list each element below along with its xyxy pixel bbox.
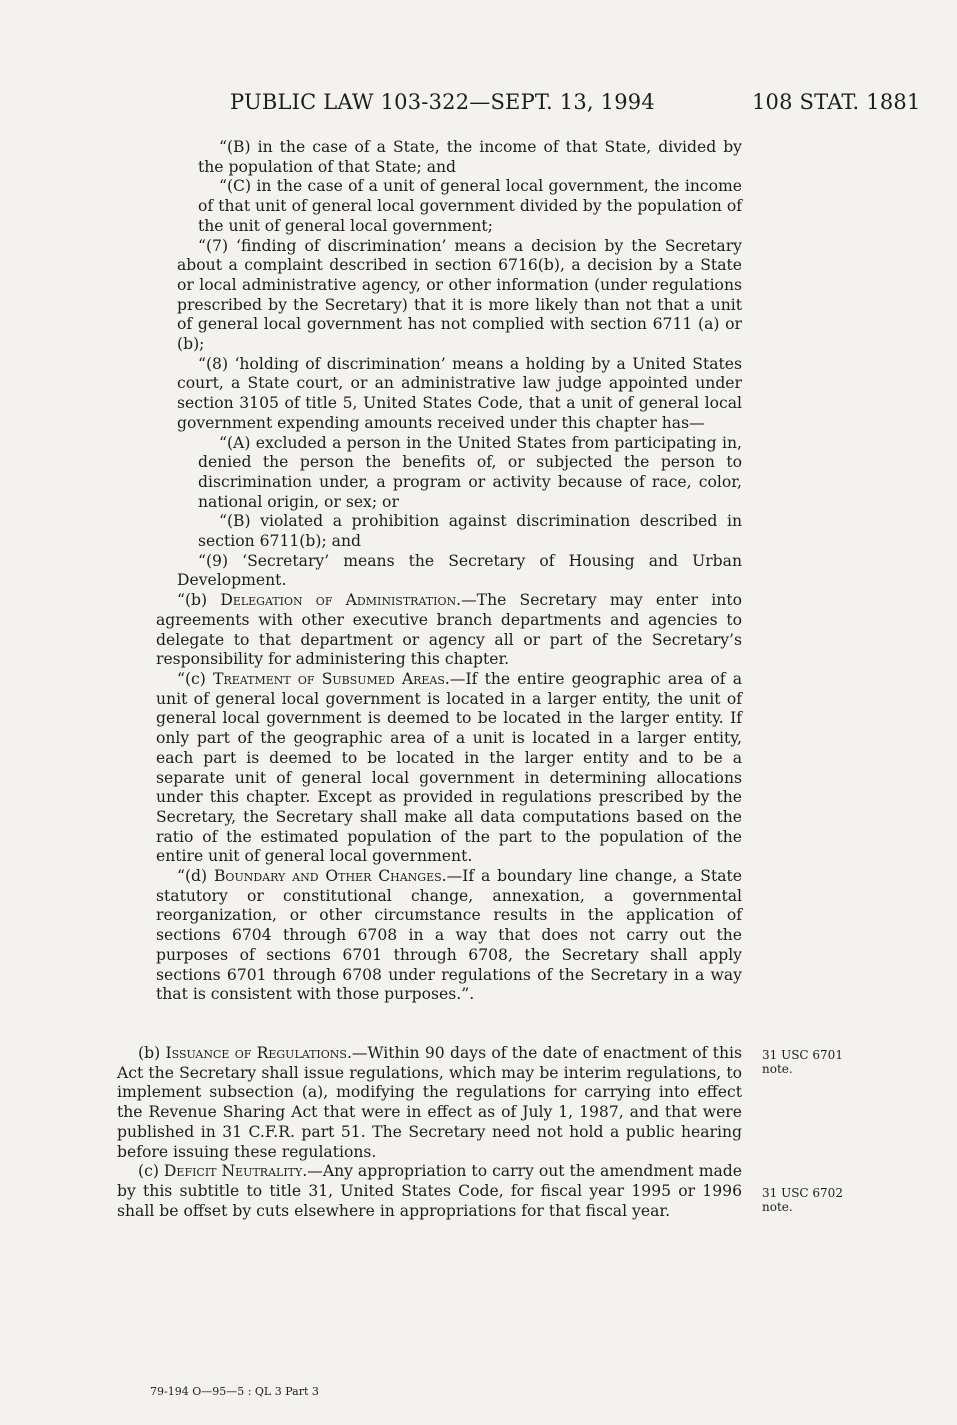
subsection-c-deficit bbox=[117, 1162, 742, 1221]
section-b-lead: “(b) bbox=[177, 591, 208, 610]
paragraph-8-holding: “(8) ‘holding of discrimination’ means a holding by a United States court, a State court, or an administrative law judge appointed under section 3105 of title 5, United States Code, that a unit of general local government expending amounts received under this chapter has— bbox=[177, 354, 742, 432]
subsection-b-lead: (b) bbox=[138, 1044, 161, 1062]
section-d-heading: Boundary and Other Changes bbox=[213, 867, 442, 886]
paragraph-b-income-state: “(B) in the case of a State, the income of that State, divided by the population of that State; and bbox=[198, 138, 742, 176]
section-c-text: .—If the entire geographic area of a unit of general local government is located in a larger entity, the unit of general local government is deemed to be located in the larger entity. If only part of the geographic area of a unit is located in a larger entity, each part is deemed to be located in the larger entity and to be a separate unit of general local government in determining allocations under this chapter. Except as provided in regulations prescribed by the Secretary, the Secretary shall make all data computations based on the ratio of the estimated population of the part to the population of the entire unit of general local government. bbox=[156, 669, 742, 866]
margin-note-label: note. bbox=[762, 1200, 793, 1214]
section-c-heading: Treatment of Subsumed Areas bbox=[213, 669, 445, 688]
section-d-text: .—If a boundary line change, a State statutory or constitutional change, annexation, a governmental reorganization, or other circumstance results in the application of sections 6704 through 6708 in a way that does not carry out the purposes of sections 6701 through 6708, the Secretary shall apply sections 6701 through 6708 under regulations of the Secretary in a way that is consistent with those purposes.”. bbox=[156, 867, 742, 1004]
law-title: PUBLIC LAW 103-322—SEPT. 13, 1994 bbox=[230, 90, 655, 114]
margin-note-label: note. bbox=[762, 1062, 793, 1076]
paragraph-b-violated: “(B) violated a prohibition against discrimination described in section 6711(b); and bbox=[198, 512, 742, 551]
body-text-lower bbox=[117, 1044, 742, 1221]
paragraph-a-excluded: “(A) excluded a person in the United States from participating in, denied the person the benefits of, or subjected the person to discrimination under, a program or activity because of race, color, national origin, or sex; or bbox=[198, 433, 742, 511]
section-b-text: .—The Secretary may enter into agreements with other executive branch departments and agencies to delegate to that department or agency all or part of the Secretary’s responsibility for administering this chapter. bbox=[156, 591, 742, 669]
margin-note-citation: 31 USC 6702 bbox=[762, 1186, 843, 1200]
subsection-b-heading: Issuance of Regulations bbox=[165, 1044, 347, 1062]
subsection-b-regulations bbox=[117, 1044, 742, 1162]
print-footer: 79-194 O—95—5 : QL 3 Part 3 bbox=[150, 1385, 319, 1398]
section-c-lead: “(c) bbox=[177, 669, 206, 688]
section-c-subsumed bbox=[156, 670, 742, 867]
subsection-c-lead: (c) bbox=[138, 1162, 159, 1181]
margin-note-6701 bbox=[762, 1048, 872, 1076]
section-d-lead: “(d) bbox=[177, 867, 208, 886]
page-header bbox=[0, 86, 957, 120]
subsection-c-heading: Deficit Neutrality bbox=[163, 1162, 303, 1181]
subsection-b-text: .—Within 90 days of the date of enactment of this Act the Secretary shall issue regulations, which may be interim regulations, to implement subsection (a), modifying the regulations for carrying into effect the Revenue Sharing Act that were in effect as of July 1, 1987, and that were published in 31 C.F.R. part 51. The Secretary need not hold a public hearing before issuing these regulations. bbox=[117, 1044, 742, 1161]
paragraph-9-secretary: “(9) ‘Secretary’ means the Secretary of Housing and Urban Development. bbox=[177, 551, 742, 590]
section-d-boundary bbox=[156, 867, 742, 1005]
margin-note-citation: 31 USC 6701 bbox=[762, 1048, 843, 1062]
paragraph-c-income-local: “(C) in the case of a unit of general local government, the income of that unit of general local government divided by the population of the unit of general local government; bbox=[198, 177, 742, 235]
subsection-c-text: .—Any appropriation to carry out the amendment made by this subtitle to title 31, United States Code, for fiscal year 1995 or 1996 shall be offset by cuts elsewhere in appropriations for that fiscal year. bbox=[117, 1162, 742, 1220]
paragraph-7-finding: “(7) ‘finding of discrimination’ means a decision by the Secretary about a complaint described in section 6716(b), a decision by a State or local administrative agency, or other information (under regulations prescribed by the Secretary) that it is more likely than not that a unit of general local government has not complied with section 6711 (a) or (b); bbox=[177, 236, 742, 354]
margin-note-6702 bbox=[762, 1186, 872, 1214]
section-b-delegation bbox=[156, 591, 742, 670]
body-text bbox=[156, 138, 742, 1005]
statute-page: 108 STAT. 1881 bbox=[752, 90, 921, 114]
section-b-heading: Delegation of Administration bbox=[220, 591, 457, 610]
